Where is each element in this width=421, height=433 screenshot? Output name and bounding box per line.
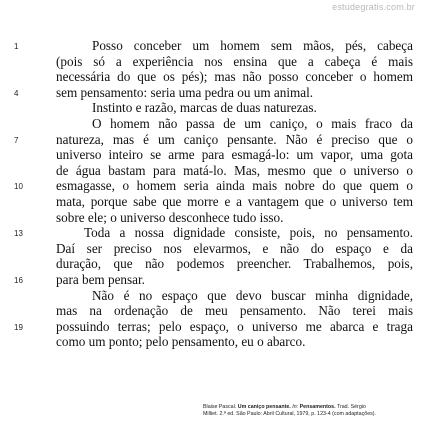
line-number: 19 [14,322,23,332]
text-line [14,178,413,194]
text-line [56,147,413,163]
line-text: como um ponto; pelo pensamento, eu o abarco. [56,334,306,350]
text-line [56,116,413,132]
text-line [56,210,413,226]
credit-title: Um caniço pensante. [237,404,291,410]
credit-author: Blaise Pascal. [203,404,237,410]
line-number: 13 [14,229,23,239]
line-text: natureza, mas é um caniço pensante. Não é preciso que o [56,131,413,147]
text-line [14,225,413,241]
line-text: esmagasse, o homem seria ainda mais nobre do que quem o [56,178,413,194]
line-text: Instinto e razão, marcas de duas naturezas. [92,100,317,116]
line-text: de água bastam para matá-lo. Mas, mesmo que o universo o [56,162,413,178]
text-line [14,38,413,54]
line-text: Daí ser preciso nos elevarmos, e não do espaço e da [56,240,413,256]
text-line [56,256,413,272]
text-line [14,271,413,288]
line-text: necessária do que os pés); mas não posso conceber o homem [56,69,413,85]
line-text: sobre ele; o universo desconhece tudo isso. [56,209,284,225]
line-text: Não é no espaço que devo buscar minha dignidade, [92,287,413,303]
line-number: 7 [14,135,19,145]
line-number: 10 [14,182,23,192]
text-line [56,288,413,304]
text-line [14,84,413,101]
credit-book: Pensamentos. [299,404,336,410]
line-text: Toda a nossa dignidade consiste, pois, no pensamento. [84,225,413,241]
line-text: mas na ordenação de meu pensamento. Não terei mais [56,303,413,319]
credit-in-label: In: [292,404,299,410]
text-line [56,163,413,179]
text-line [56,54,413,70]
credit-details-1: Trad. Sérgio [336,404,366,410]
line-text: Posso conceber um homem sem mãos, pés, cabeça [92,38,413,53]
text-line [14,318,413,335]
line-text: universo inteiro se arme para esmagá-lo: um vapor, uma gota [56,147,413,163]
text-line [56,334,413,350]
text-line [56,69,413,85]
line-text: duração, que não podemos preencher. Trabalhemos, pois, [56,256,413,272]
text-line [56,303,413,319]
watermark: estudegratis.com.br [332,2,415,12]
line-text: O homem não passa de um caniço, o mais fraco da [92,115,413,131]
text-line [56,194,413,210]
line-text: para bem pensar. [56,271,145,287]
line-text: possuindo terras; pelo espaço, o universo me abarca e traga [56,318,413,334]
source-credit [203,404,415,418]
text-line [56,241,413,257]
line-text: mata, porque sabe que morre e a vantagem que o universo tem [56,193,413,209]
text-line [56,100,413,116]
line-number: 16 [14,275,23,285]
line-number: 1 [14,42,19,51]
credit-details-2: Milliet. 2.ª ed. São Paulo: Abril Cultural, 1979, p. 123-4 (com adaptações). [203,411,377,417]
text-body [14,38,413,350]
line-number: 4 [14,88,19,98]
line-text: sem pensamento: seria uma pedra ou um animal. [56,84,314,100]
text-line [14,131,413,148]
line-text: (pois só a experiência nos ensina que a cabeça é mais [56,53,413,69]
